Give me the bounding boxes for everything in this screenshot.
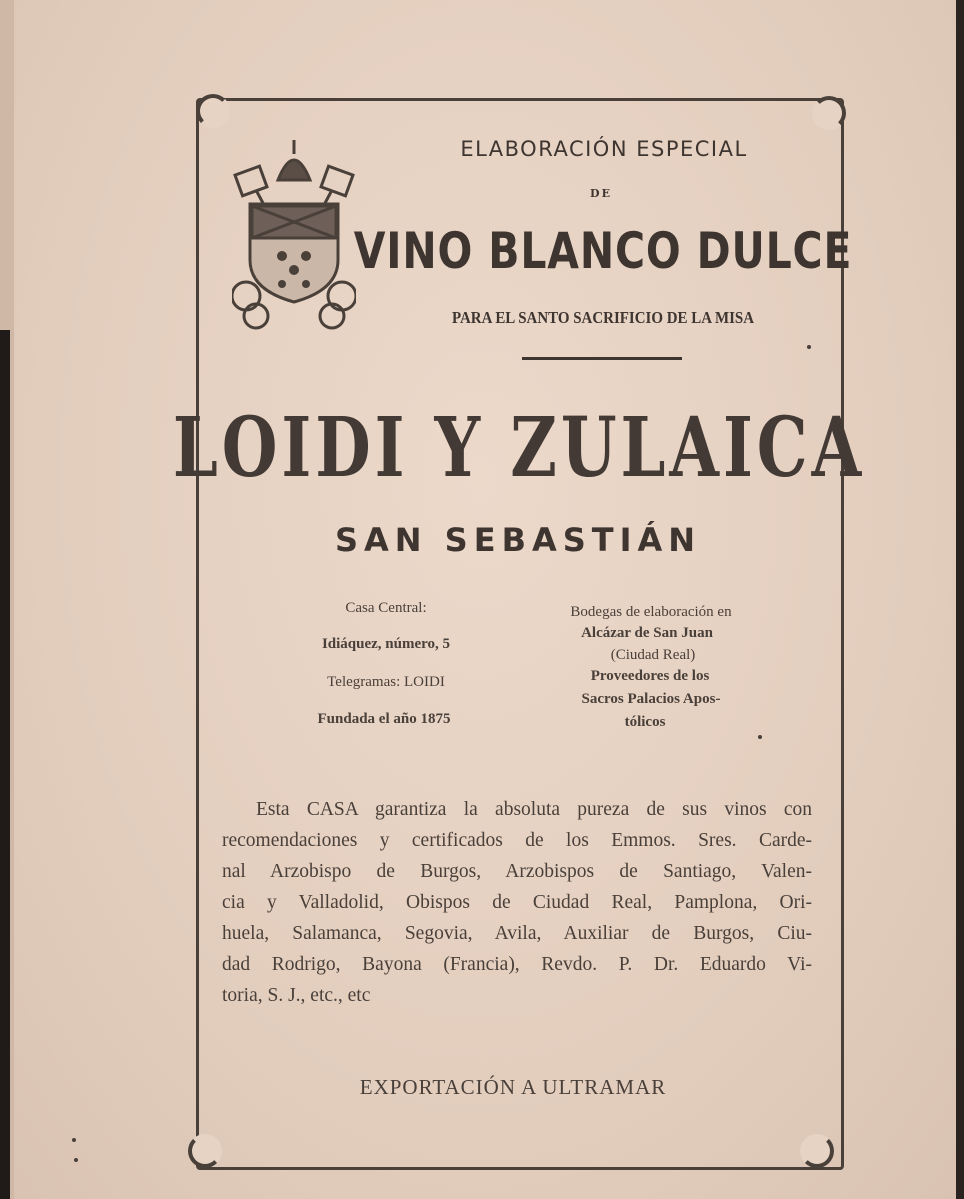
divider-rule (522, 357, 682, 360)
right-column-line: Sacros Palacios Apos- (581, 691, 721, 707)
right-column-line: Proveedores de los (590, 668, 710, 684)
right-column-line: tólicos (624, 714, 666, 730)
paragraph-line: toria, S. J., etc., etc (222, 985, 371, 1006)
left-column-line: Idiáquez, número, 5 (321, 636, 451, 652)
company-name: LOIDI Y ZULAICA (172, 400, 866, 496)
speck (74, 1158, 78, 1162)
speck (807, 345, 811, 349)
left-column-line: Telegramas: LOIDI (327, 674, 445, 690)
frame-corner-tl (196, 94, 230, 128)
page-edge-right (956, 0, 964, 1199)
right-column-line: Bodegas de elaboración en (570, 604, 732, 620)
speck (72, 1138, 76, 1142)
speck (758, 735, 762, 739)
product-purpose: PARA EL SANTO SACRIFICIO DE LA MISA (451, 308, 755, 327)
page-edge-left (0, 0, 14, 1199)
left-column-line: Fundada el año 1875 (317, 711, 451, 727)
paragraph-line: nal Arzobispo de Burgos, Arzobispos de Santiago, Valen- (222, 861, 812, 882)
guarantee-paragraph (222, 794, 812, 1011)
header-line2: DE (590, 187, 612, 200)
paragraph-line: dad Rodrigo, Bayona (Francia), Revdo. P. Dr. Eduardo Vi- (222, 954, 812, 975)
coat-of-arms-icon (232, 140, 356, 332)
left-column-line: Casa Central: (345, 600, 427, 616)
footer-export: EXPORTACIÓN A ULTRAMAR (359, 1075, 667, 1099)
paragraph-line: huela, Salamanca, Segovia, Avila, Auxiliar de Burgos, Ciu- (222, 923, 812, 944)
page-shadow (0, 330, 10, 1199)
paragraph-line: recomendaciones y certificados de los Emmos. Sres. Carde- (222, 830, 812, 851)
header-line1: ELABORACIÓN ESPECIAL (460, 137, 748, 161)
company-city: SAN SEBASTIÁN (334, 521, 702, 559)
paragraph-line: cia y Valladolid, Obispos de Ciudad Real, Pamplona, Ori- (222, 892, 812, 913)
product-title: VINO BLANCO DULCE (353, 222, 853, 280)
right-column-line: Alcázar de San Juan (581, 625, 713, 641)
frame-corner-br (800, 1134, 834, 1168)
paragraph-line: Esta CASA garantiza la absoluta pureza de sus vinos con (256, 799, 812, 820)
frame-corner-bl (188, 1134, 222, 1168)
frame-corner-tr (812, 96, 846, 130)
right-column-line: (Ciudad Real) (610, 647, 696, 663)
